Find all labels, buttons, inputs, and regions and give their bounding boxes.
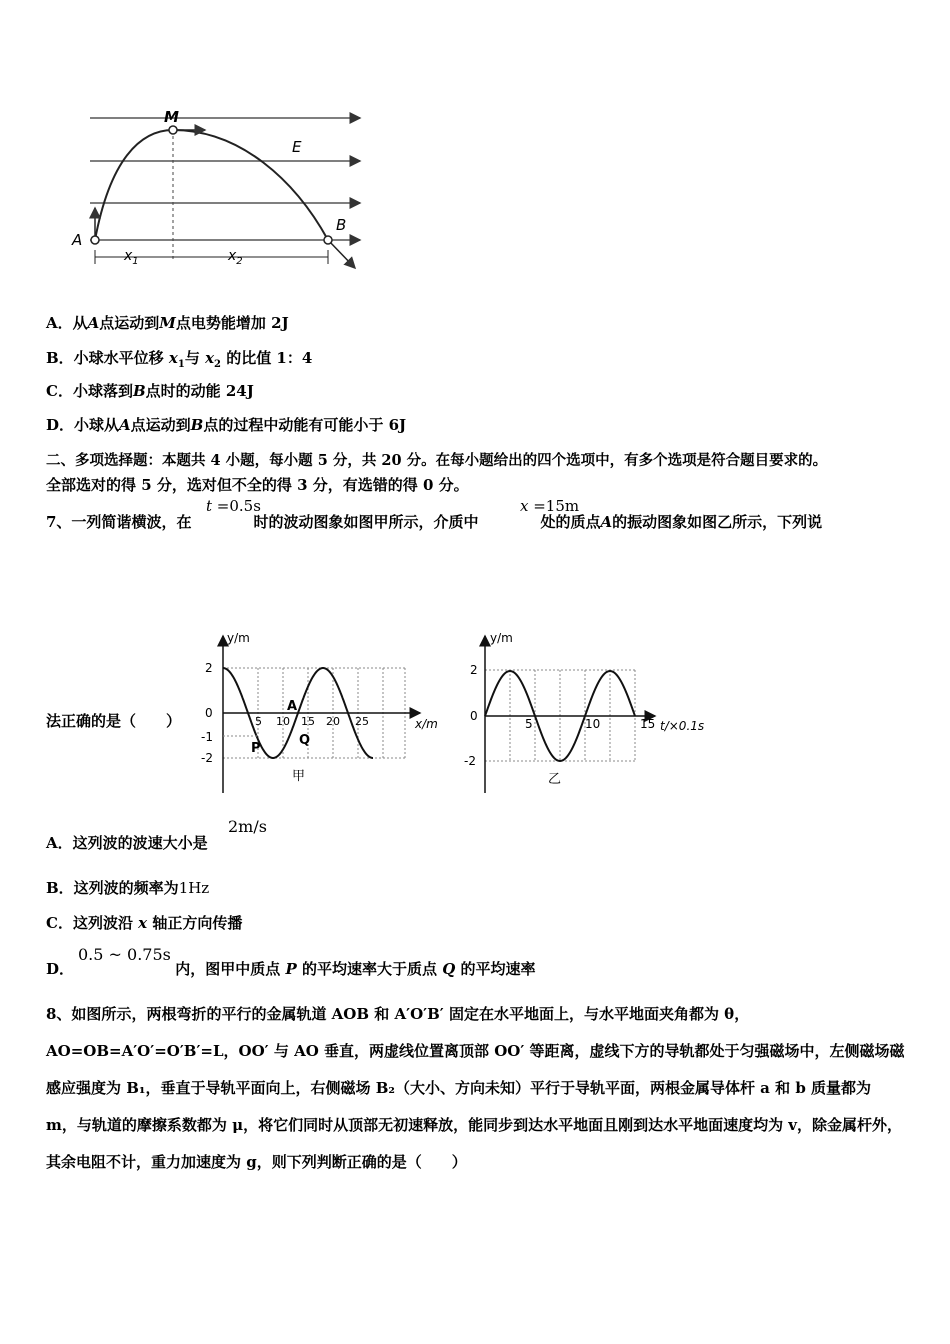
trajectory-exit-arrow bbox=[328, 240, 355, 268]
svg-text:x/m: x/m bbox=[415, 717, 438, 731]
q7-math-x: x =15m bbox=[520, 497, 580, 515]
q6-option-b[interactable]: B．小球水平位移 $x_1$与 $x_2$ 的比值 1：4 bbox=[46, 349, 313, 370]
q7-option-d[interactable]: D． 内，图甲中质点 P 的平均速率大于质点 Q 的平均速率 bbox=[46, 960, 536, 978]
label-E: E bbox=[292, 138, 302, 156]
point-A bbox=[91, 236, 99, 244]
label-x1: $x_1$ bbox=[124, 248, 139, 267]
svg-text:-2: -2 bbox=[464, 754, 476, 768]
q6-option-d[interactable]: D．小球从A点运动到B点的过程中动能有可能小于 6J bbox=[46, 416, 407, 434]
svg-text:20: 20 bbox=[326, 715, 340, 728]
svg-text:A: A bbox=[287, 699, 298, 714]
svg-text:15: 15 bbox=[301, 715, 315, 728]
svg-text:10: 10 bbox=[276, 715, 290, 728]
q7-option-a-math: 2m/s bbox=[228, 817, 267, 836]
q8-stem: 8、如图所示，两根弯折的平行的金属轨道 AOB 和 A′O′B′ 固定在水平地面上，与水平地面夹角都为 θ，AO=OB=A′O′=O′B′=L，OO′ 与 AO 垂直，两虚线位置离顶部 OO′ 等距离，虚线下方的导轨都处于匀强磁场中，左侧磁场磁感应强度为 B₁，垂直于导轨平面向上，右侧磁场 B₂（大小、方向未知）平行于导轨平面，两根金属导体杆 a 和 b 质量都为 m，与轨道的摩擦系数都为 μ，将它们同时从顶部无初速释放，能同步到达水平地面且刚到达水平地面速度均为 v，除金属杆外，其余电阻不计，重力加速度为 g，则下列判断正确的是（ ） bbox=[46, 1005, 905, 1171]
q7-stem: 7、一列简谐横波，在 时的波动图象如图甲所示，介质中 处的质点A的振动图象如图乙所示，下列说 bbox=[46, 513, 823, 531]
point-B bbox=[324, 236, 332, 244]
label-M: M bbox=[164, 108, 179, 126]
svg-text:y/m: y/m bbox=[490, 631, 513, 645]
label-B: B bbox=[336, 216, 347, 234]
point-M bbox=[169, 126, 177, 134]
svg-text:2: 2 bbox=[205, 661, 213, 675]
svg-text:5: 5 bbox=[525, 717, 533, 731]
q6-option-a[interactable]: A．从A点运动到M点电势能增加 2J bbox=[46, 314, 289, 332]
svg-text:y/m: y/m bbox=[227, 631, 250, 645]
svg-text:甲: 甲 bbox=[292, 769, 306, 784]
trajectory-figure bbox=[60, 100, 370, 280]
label-A: A bbox=[72, 231, 83, 249]
q6-option-c[interactable]: C．小球落到B点时的动能 24J bbox=[46, 382, 254, 400]
svg-text:15: 15 bbox=[640, 717, 656, 731]
svg-text:0: 0 bbox=[205, 706, 213, 720]
q7-option-c[interactable]: C．这列波沿 x 轴正方向传播 bbox=[46, 914, 243, 932]
label-x2: $x_2$ bbox=[228, 248, 243, 267]
q7-option-b[interactable]: B．这列波的频率为1Hz bbox=[46, 879, 210, 897]
section2-line2: 全部选对的得 5 分，选对但不全的得 3 分，有选错的得 0 分。 bbox=[46, 476, 469, 494]
svg-text:P: P bbox=[251, 741, 261, 756]
svg-text:t/×0.1s: t/×0.1s bbox=[660, 719, 705, 733]
svg-text:2: 2 bbox=[470, 663, 478, 677]
svg-text:25: 25 bbox=[355, 715, 369, 728]
svg-text:0: 0 bbox=[470, 709, 478, 723]
svg-text:10: 10 bbox=[585, 717, 601, 731]
svg-text:Q: Q bbox=[299, 733, 311, 748]
svg-text:-2: -2 bbox=[201, 751, 213, 765]
q7-math-t: t =0.5s bbox=[206, 497, 261, 515]
section2-line1: 二、多项选择题：本题共 4 小题，每小题 5 分，共 20 分。在每小题给出的四个选项中，有多个选项是符合题目要求的。 bbox=[46, 452, 828, 469]
q7-option-a[interactable]: A．这列波的波速大小是 bbox=[46, 834, 208, 852]
q7-stem-continued: 法正确的是（ ） bbox=[46, 712, 182, 730]
svg-text:-1: -1 bbox=[201, 730, 213, 744]
wave-graph-jia bbox=[195, 628, 450, 798]
q7-option-d-math: 0.5 ~ 0.75s bbox=[78, 945, 171, 964]
svg-text:乙: 乙 bbox=[548, 772, 562, 787]
vibration-graph-yi bbox=[460, 628, 735, 798]
svg-text:5: 5 bbox=[255, 715, 262, 728]
